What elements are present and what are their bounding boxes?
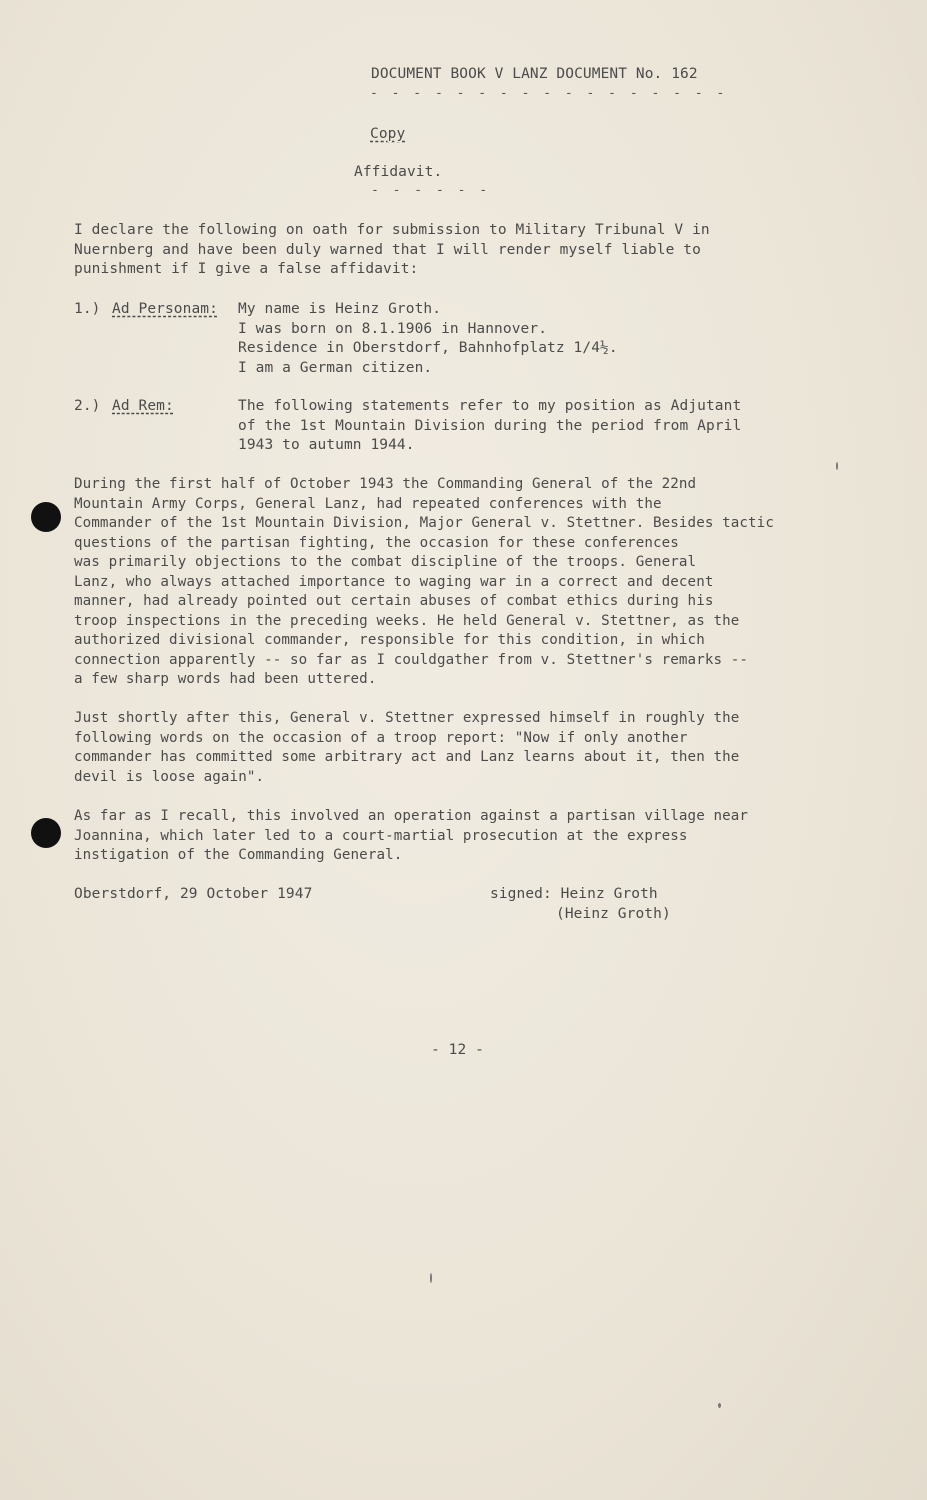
paragraph-line: commander has committed some arbitrary act and Lanz learns about it, then the <box>74 749 740 765</box>
paragraph-line: questions of the partisan fighting, the occasion for these conferences <box>74 534 679 551</box>
paragraph-line: instigation of the Commanding General. <box>74 847 403 863</box>
intro-paragraph <box>74 222 874 302</box>
intro-line: I declare the following on oath for submission to Military Tribunal V in <box>74 222 710 238</box>
copy-label: Copy <box>370 126 406 142</box>
paragraph-line: was primarily objections to the combat discipline of the troops. General <box>74 554 697 570</box>
rem-label: Ad Rem: <box>112 398 174 414</box>
personam-line: I was born on 8.1.1906 in Hannover. <box>238 320 548 337</box>
personam-line: Residence in Oberstdorf, Bahnhofplatz 1/4½. <box>238 340 618 356</box>
paragraph-line: a few sharp words had been uttered. <box>74 671 377 687</box>
paragraph-line: following words on the occasion of a troop report: "Now if only another <box>74 729 688 746</box>
paragraph-line: Joannina, which later led to a court-martial prosecution at the express <box>74 827 688 844</box>
signature-signed: signed: Heinz Groth <box>490 886 658 902</box>
signature-name: (Heinz Groth) <box>556 906 671 922</box>
rem-line: of the 1st Mountain Division during the period from April <box>238 417 742 434</box>
rem-details <box>238 398 838 478</box>
header-rule: - - - - - - - - - - - - - - - - - <box>370 86 728 101</box>
paragraph-line: During the first half of October 1943 the Commanding General of the 22nd <box>74 476 697 492</box>
place-date: Oberstdorf, 29 October 1947 <box>74 886 313 902</box>
paragraph-line: devil is loose again". <box>74 768 265 785</box>
document-header: DOCUMENT BOOK V LANZ DOCUMENT No. 162 <box>371 66 698 82</box>
paragraph-line: Mountain Army Corps, General Lanz, had repeated conferences with the <box>74 495 662 512</box>
paper-speck <box>718 1403 721 1408</box>
punch-hole-top <box>31 502 61 532</box>
personam-line: I am a German citizen. <box>238 359 433 376</box>
paragraph-line: manner, had already pointed out certain abuses of combat ethics during his <box>74 593 714 609</box>
affidavit-rule: - - - - - - <box>371 183 491 198</box>
statement-paragraph-3 <box>74 808 874 888</box>
personam-label: Ad Personam: <box>112 301 218 317</box>
paragraph-line: As far as I recall, this involved an operation against a partisan village near <box>74 808 749 824</box>
paragraph-line: Commander of the 1st Mountain Division, Major General v. Stettner. Besides tactic <box>74 515 774 531</box>
rem-line: The following statements refer to my position as Adjutant <box>238 398 742 414</box>
intro-line: punishment if I give a false affidavit: <box>74 261 419 277</box>
paper-speck <box>430 1273 432 1283</box>
paragraph-line: Just shortly after this, General v. Stettner expressed himself in roughly the <box>74 710 740 726</box>
personam-line: My name is Heinz Groth. <box>238 301 442 317</box>
rem-number: 2.) <box>74 398 101 414</box>
personam-number: 1.) <box>74 301 101 317</box>
rem-line: 1943 to autumn 1944. <box>238 437 415 453</box>
paragraph-line: connection apparently -- so far as I couldgather from v. Stettner's remarks -- <box>74 651 749 668</box>
paragraph-line: Lanz, who always attached importance to waging war in a correct and decent <box>74 573 714 590</box>
paragraph-line: authorized divisional commander, responsible for this condition, in which <box>74 632 705 648</box>
intro-line: Nuernberg and have been duly warned that I will render myself liable to <box>74 241 701 258</box>
statement-paragraph-1 <box>74 476 874 687</box>
statement-paragraph-2 <box>74 710 874 806</box>
punch-hole-bottom <box>31 818 61 848</box>
paragraph-line: troop inspections in the preceding weeks. He held General v. Stettner, as the <box>74 612 740 629</box>
personam-details <box>238 301 838 397</box>
affidavit-title: Affidavit. <box>354 164 443 180</box>
page-number: - 12 - <box>431 1042 484 1058</box>
